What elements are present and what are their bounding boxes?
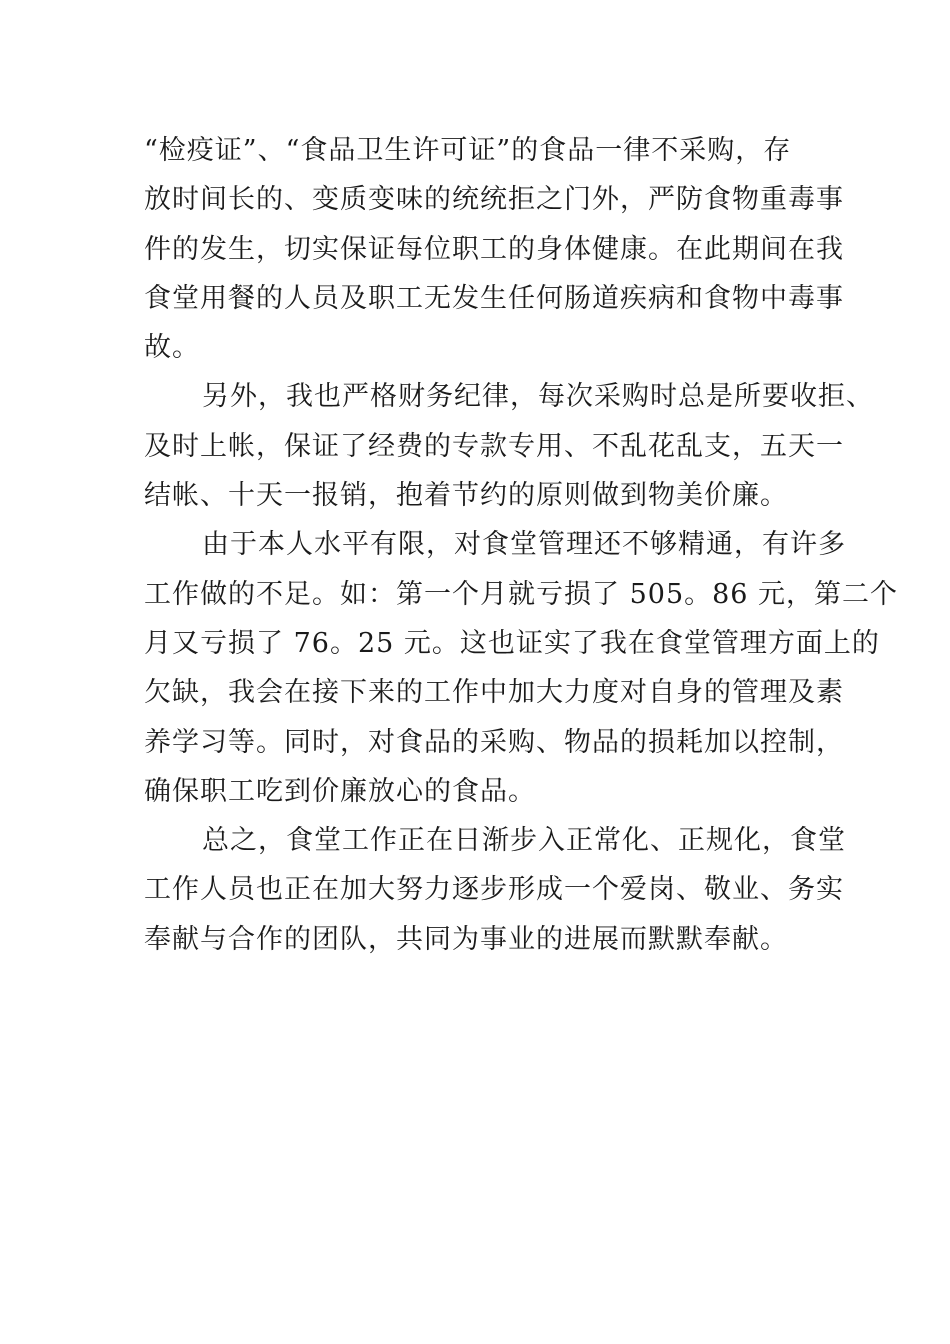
paragraph-2 <box>144 372 874 520</box>
text-line: 食堂用餐的人员及职工无发生任何肠道疾病和食物中毒事 <box>144 282 844 314</box>
text-line: 放时间长的、变质变味的统统拒之门外，严防食物重毒事 <box>144 184 844 216</box>
text-line: 另外，我也严格财务纪律，每次采购时总是所要收拒、 <box>202 381 874 413</box>
text-line: 月又亏损了 76。25 元。这也证实了我在食堂管理方面上的 <box>144 627 880 659</box>
paragraph-3 <box>144 520 899 816</box>
text-line: 故。 <box>144 332 200 364</box>
text-line: “检疫证”、“食品卫生许可证”的食品一律不采购，存 <box>144 135 792 166</box>
text-line: 件的发生，切实保证每位职工的身体健康。在此期间在我 <box>144 233 844 265</box>
text-line: 工作做的不足。如：第一个月就亏损了 505。86 元，第二个 <box>144 578 899 610</box>
text-line: 结帐、十天一报销，抱着节约的原则做到物美价廉。 <box>144 480 788 512</box>
paragraph-4 <box>144 816 846 964</box>
text-line: 奉献与合作的团队，共同为事业的进展而默默奉献。 <box>144 923 788 955</box>
text-line: 由于本人水平有限，对食堂管理还不够精通，有许多 <box>202 529 846 561</box>
text-line: 工作人员也正在加大努力逐步形成一个爱岗、敬业、务实 <box>144 874 844 906</box>
text-line: 养学习等。同时，对食品的采购、物品的损耗加以控制， <box>144 726 844 758</box>
text-line: 欠缺，我会在接下来的工作中加大力度对自身的管理及素 <box>144 677 844 709</box>
text-line: 确保职工吃到价廉放心的食品。 <box>144 775 536 807</box>
body-text <box>144 126 899 964</box>
text-line: 总之，食堂工作正在日渐步入正常化、正规化，食堂 <box>202 825 846 857</box>
paragraph-1 <box>144 126 844 372</box>
text-line: 及时上帐，保证了经费的专款专用、不乱花乱支，五天一 <box>144 430 844 462</box>
